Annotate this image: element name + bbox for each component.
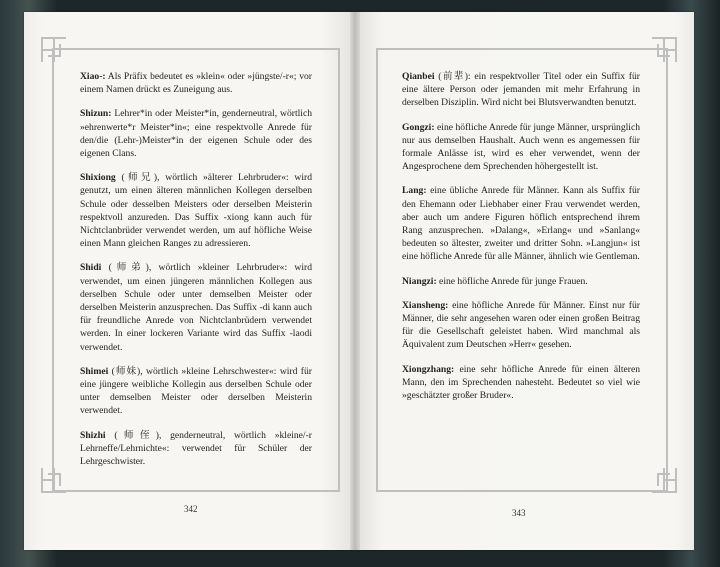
glossary-entry — [80, 107, 312, 160]
glossary-entry — [80, 171, 312, 250]
entry-term: Shizun: — [80, 108, 112, 120]
entry-definition: Als Präfix bedeutet es »klein« oder »jüngste/-r«; vor einem Namen drückt es Zuneigung aus. — [80, 71, 312, 96]
entry-definition: (师弟), wörtlich »kleiner Lehrbruder«: wird verwendet, um einen jüngeren männlichen Kollegen aus derselben Schule oder unter demselben Meister oder derselben Meisterin anzusprechen. Das Suffix -di kann auch für freundliche Anrede von Nichtclanbrüdern verwendet werden. In einer lockeren Variante wird das Suffix -laodi verwendet. — [80, 262, 312, 353]
entry-term: Lang: — [402, 185, 427, 197]
corner-ornament-icon — [650, 36, 678, 64]
page-number: 342 — [184, 504, 198, 514]
glossary-entry — [80, 365, 312, 418]
entry-definition: (师妹), wörtlich »kleine Lehrschwester«: wird für eine jüngere weibliche Kollegin aus derselben Schule oder unter demselben Meister oder derselben Meisterin verwendet. — [80, 365, 312, 417]
corner-ornament-icon — [650, 466, 678, 494]
right-page — [356, 12, 694, 550]
left-page — [24, 12, 354, 550]
glossary-entry — [80, 261, 312, 353]
entry-definition: eine höfliche Anrede für junge Männer, ursprünglich nur aus demselben Haushalt. Auch wenn es angemessen für formale Anlässe ist, wird es eher verwendet, wenn der Angesprochene dem Sprechenden höhergestellt ist. — [402, 121, 640, 173]
left-page-glossary — [80, 70, 312, 479]
entry-term: Shizhi — [80, 429, 106, 441]
glossary-entry — [402, 121, 640, 174]
entry-term: Qianbei — [402, 71, 435, 82]
page-number: 343 — [512, 508, 526, 518]
glossary-entry — [402, 363, 640, 403]
corner-ornament-icon — [40, 36, 68, 64]
glossary-entry — [402, 275, 640, 288]
entry-term: Gongzi: — [402, 121, 435, 133]
entry-definition: eine sehr höfliche Anrede für einen älteren Mann, den im Sprechenden nahesteht. Bedeutet so viel wie »geschätzter großer Bruder«. — [402, 363, 640, 402]
entry-definition: (师兄), wörtlich »älterer Lehrbruder«: wird genutzt, um einen älteren männlichen Kollegen derselben Schule oder desselben Meisters oder derselben Meisterin respektvoll anzureden. Das Suffix -xiong kann auch für Nichtclanbrüder verwendet werden, um auf höfliche Weise einen Mann gleichen Ranges zu adressieren. — [80, 172, 312, 250]
corner-ornament-icon — [40, 466, 68, 494]
glossary-entry — [402, 70, 640, 110]
entry-term: Shidi — [80, 262, 102, 274]
entry-term: Xiansheng: — [402, 299, 449, 311]
entry-definition: eine übliche Anrede für Männer. Kann als Suffix für den Ehemann oder Liebhaber einer Frau verwendet werden, aber auch um andere Figuren höflich entsprechend ihrem Rang anzusprechen. »Dalang«, »Erlang« und »Sanlang« bedeuten so ältester, zweiter und dritter Sohn. »Langjun« ist eine höfliche Anrede für alle Männer, ähnlich wie Gentleman. — [402, 185, 640, 263]
entry-term: Niangzi: — [402, 275, 437, 287]
entry-term: Xiongzhang: — [402, 363, 455, 375]
entry-term: Shimei — [80, 365, 109, 377]
entry-term: Xiao-: — [80, 71, 106, 82]
glossary-entry — [402, 299, 640, 352]
entry-definition: (师侄), genderneutral, wörtlich »kleine/-r Lehrneffe/Lehrnichte«: verwendet für Schüler der Lehrgeschwister. — [80, 429, 312, 468]
entry-definition: Lehrer*in oder Meister*in, genderneutral, wörtlich »ehrenwerte*r Meister*in«; eine respektvolle Anrede für den/die (Lehr-)Meister*in der eigenen Schule oder des eigenen Clans. — [80, 108, 312, 160]
entry-definition: (前辈): ein respektvoller Titel oder ein Suffix für eine ältere Person oder jemanden mit mehr Erfahrung in derselben Disziplin. Wird nicht bei Blutsverwandten benutzt. — [402, 71, 640, 109]
entry-term: Shixiong — [80, 172, 116, 184]
right-page-glossary — [402, 70, 640, 413]
entry-definition: eine höfliche Anrede für junge Frauen. — [436, 275, 588, 287]
book-gutter — [350, 12, 360, 550]
glossary-entry — [80, 429, 312, 469]
entry-definition: eine höfliche Anrede für Männer. Einst nur für Männer, die sehr angesehen waren oder einen großen Beitrag für die Gesellschaft geleistet haben. Wird manchmal als Äquivalent zum Deutschen »Herr« gesehen. — [402, 299, 640, 351]
glossary-entry — [402, 184, 640, 263]
glossary-entry — [80, 70, 312, 96]
